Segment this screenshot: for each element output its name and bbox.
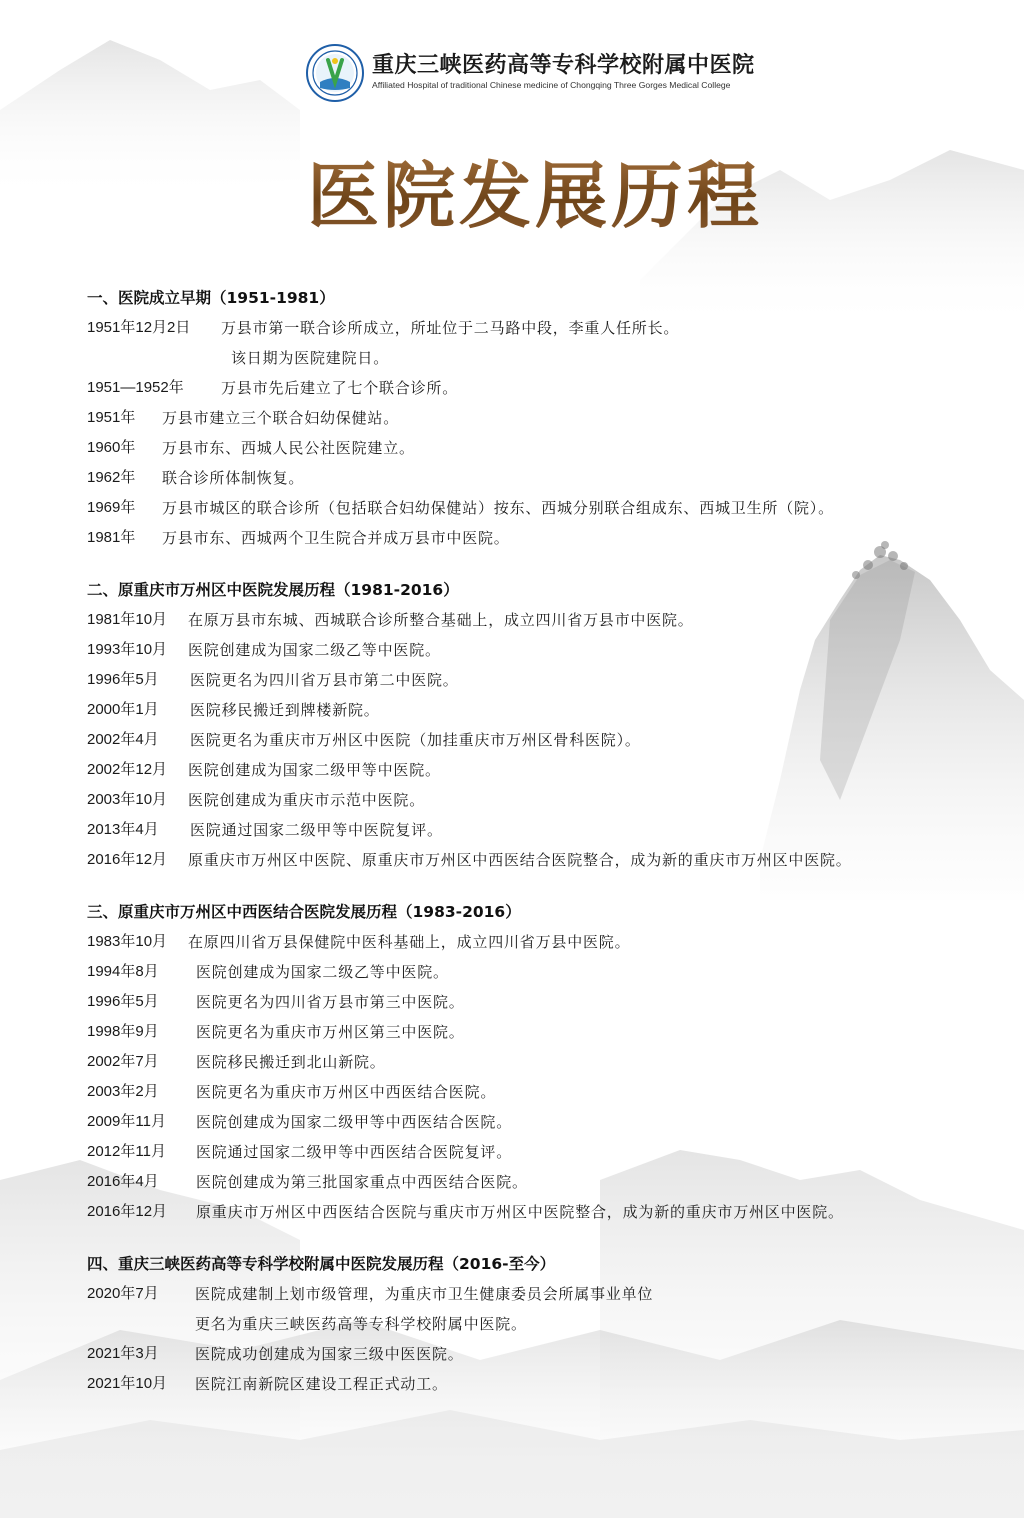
event-date: 1951—1952年 <box>87 379 184 396</box>
section-wanzhou-integrated-hospital <box>87 897 977 1227</box>
event-date: 2016年4月 <box>87 1173 159 1190</box>
event-date: 2003年10月 <box>87 791 168 808</box>
timeline-row <box>87 1197 977 1227</box>
event-text: 万县市东、西城人民公社医院建立。 <box>162 439 415 457</box>
event-continuation: 更名为重庆三峡医药高等专科学校附属中医院。 <box>195 1315 527 1333</box>
event-date: 1993年10月 <box>87 641 168 658</box>
timeline-row <box>87 493 977 523</box>
event-text: 医院移民搬迁到牌楼新院。 <box>190 701 380 719</box>
event-text: 万县市先后建立了七个联合诊所。 <box>221 379 459 397</box>
timeline-row <box>87 1107 977 1137</box>
school-name: 重庆三峡医药高等专科学校附属中医院 <box>372 52 755 78</box>
event-continuation: 该日期为医院建院日。 <box>231 349 390 367</box>
event-text: 医院创建成为国家二级甲等中西医结合医院。 <box>196 1113 513 1131</box>
timeline-row <box>87 785 977 815</box>
event-text: 医院江南新院区建设工程正式动工。 <box>195 1375 448 1393</box>
timeline-row <box>87 1077 977 1107</box>
event-date: 2003年2月 <box>87 1083 159 1100</box>
event-date: 1951年12月2日 <box>87 319 191 336</box>
event-text: 医院通过国家二级甲等中西医结合医院复评。 <box>196 1143 513 1161</box>
event-text: 医院移民搬迁到北山新院。 <box>196 1053 386 1071</box>
event-text: 医院创建成为国家二级乙等中医院。 <box>188 641 441 659</box>
timeline-row <box>87 845 977 875</box>
event-text: 万县市建立三个联合妇幼保健站。 <box>162 409 400 427</box>
spacer <box>87 875 977 897</box>
event-date: 2002年7月 <box>87 1053 159 1070</box>
event-text: 医院成建制上划市级管理，为重庆市卫生健康委员会所属事业单位 <box>195 1285 654 1303</box>
timeline-row <box>87 927 977 957</box>
event-text: 联合诊所体制恢复。 <box>162 469 305 487</box>
event-text: 医院创建成为重庆市示范中医院。 <box>188 791 426 809</box>
event-date: 1981年10月 <box>87 611 168 628</box>
event-date: 1981年 <box>87 529 136 546</box>
event-date: 2016年12月 <box>87 1203 168 1220</box>
event-text: 在原四川省万县保健院中医科基础上，成立四川省万县中医院。 <box>188 933 631 951</box>
spacer <box>87 553 977 575</box>
timeline-row <box>87 605 977 635</box>
event-date: 1994年8月 <box>87 963 159 980</box>
event-text: 万县市第一联合诊所成立，所址位于二马路中段，李重人任所长。 <box>221 319 680 337</box>
event-text: 医院更名为重庆市万州区中医院（加挂重庆市万州区骨科医院）。 <box>190 731 641 749</box>
section-title: 四、重庆三峡医药高等专科学校附属中医院发展历程（2016-至今） <box>87 1255 556 1273</box>
event-date: 1962年 <box>87 469 136 486</box>
event-text: 原重庆市万州区中西医结合医院与重庆市万州区中医院整合，成为新的重庆市万州区中医院。 <box>196 1203 844 1221</box>
timeline-row <box>87 1017 977 1047</box>
spacer <box>87 1227 977 1249</box>
timeline-row <box>87 987 977 1017</box>
event-text: 在原万县市东城、西城联合诊所整合基础上，成立四川省万县市中医院。 <box>188 611 694 629</box>
section-title: 三、原重庆市万州区中西医结合医院发展历程（1983-2016） <box>87 903 521 921</box>
timeline-content <box>87 283 977 1399</box>
event-date: 2000年1月 <box>87 701 159 718</box>
timeline-row <box>87 1047 977 1077</box>
event-date: 1969年 <box>87 499 136 516</box>
event-text: 医院更名为四川省万县市第三中医院。 <box>196 993 465 1011</box>
timeline-row <box>87 815 977 845</box>
timeline-row <box>87 1167 977 1197</box>
event-date: 1996年5月 <box>87 671 159 688</box>
event-text: 医院创建成为国家二级乙等中医院。 <box>196 963 449 981</box>
timeline-row <box>87 523 977 553</box>
event-date: 2021年3月 <box>87 1345 159 1362</box>
event-text: 医院创建成为第三批国家重点中西医结合医院。 <box>196 1173 528 1191</box>
timeline-row <box>87 1279 977 1309</box>
timeline-row <box>87 635 977 665</box>
section-title: 二、原重庆市万州区中医院发展历程（1981-2016） <box>87 581 459 599</box>
event-date: 2012年11月 <box>87 1143 166 1160</box>
event-text: 医院成功创建成为国家三级中医医院。 <box>195 1345 464 1363</box>
timeline-row <box>87 1339 977 1369</box>
school-name-english: Affiliated Hospital of traditional Chinese medicine of Chongqing Three Gorges Medical College <box>372 80 731 90</box>
event-date: 1960年 <box>87 439 136 456</box>
timeline-row <box>87 373 977 403</box>
event-text: 原重庆市万州区中医院、原重庆市万州区中西医结合医院整合，成为新的重庆市万州区中医院。 <box>188 851 852 869</box>
timeline-row <box>87 1369 977 1399</box>
event-date: 1998年9月 <box>87 1023 159 1040</box>
event-date: 2002年4月 <box>87 731 159 748</box>
timeline-row <box>87 403 977 433</box>
event-text: 万县市东、西城两个卫生院合并成万县市中医院。 <box>162 529 510 547</box>
event-date: 2021年10月 <box>87 1375 168 1392</box>
event-date: 2020年7月 <box>87 1285 159 1302</box>
section-affiliated-hospital <box>87 1249 977 1399</box>
event-date: 1983年10月 <box>87 933 168 950</box>
timeline-row <box>87 463 977 493</box>
event-text: 医院更名为四川省万县市第二中医院。 <box>190 671 459 689</box>
event-date: 1996年5月 <box>87 993 159 1010</box>
event-text: 医院创建成为国家二级甲等中医院。 <box>188 761 441 779</box>
header <box>306 44 766 104</box>
section-wanzhou-tcm-hospital <box>87 575 977 875</box>
timeline-row <box>87 1137 977 1167</box>
section-title: 一、医院成立早期（1951-1981） <box>87 289 335 307</box>
event-date: 1951年 <box>87 409 136 426</box>
timeline-row <box>87 695 977 725</box>
hospital-logo-icon <box>306 44 364 102</box>
timeline-row <box>87 313 977 343</box>
timeline-row <box>87 665 977 695</box>
event-date: 2013年4月 <box>87 821 159 838</box>
event-text: 医院通过国家二级甲等中医院复评。 <box>190 821 443 839</box>
timeline-row <box>87 957 977 987</box>
event-date: 2016年12月 <box>87 851 168 868</box>
page-title: 医院发展历程 <box>0 138 1024 242</box>
timeline-row <box>87 433 977 463</box>
event-text: 医院更名为重庆市万州区中西医结合医院。 <box>196 1083 497 1101</box>
section-early-period <box>87 283 977 553</box>
event-text: 医院更名为重庆市万州区第三中医院。 <box>196 1023 465 1041</box>
event-date: 2002年12月 <box>87 761 168 778</box>
event-text: 万县市城区的联合诊所（包括联合妇幼保健站）按东、西城分别联合组成东、西城卫生所（院）。 <box>162 499 834 517</box>
event-date: 2009年11月 <box>87 1113 166 1130</box>
timeline-row <box>87 755 977 785</box>
timeline-row <box>87 725 977 755</box>
